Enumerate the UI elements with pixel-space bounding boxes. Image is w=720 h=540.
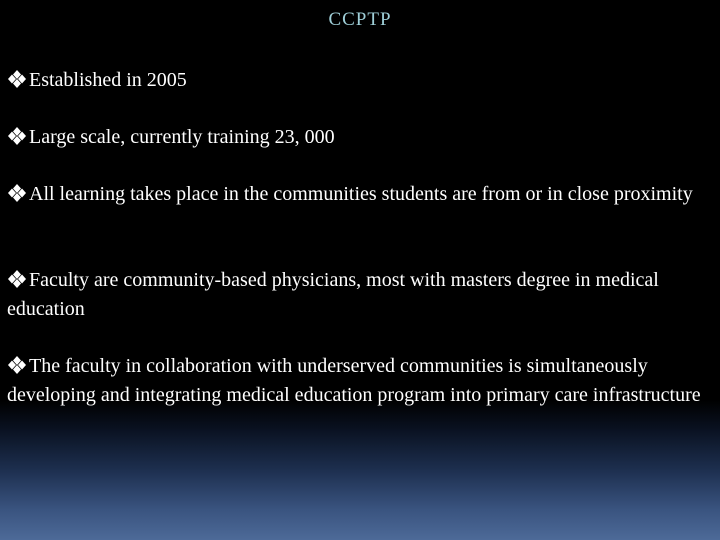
bullet-item xyxy=(7,180,693,209)
bullet-text: Faculty are community-based physicians, most with masters degree in medical education xyxy=(7,269,659,320)
bullet-item xyxy=(7,123,335,152)
bullet-text: Established in 2005 xyxy=(29,69,187,91)
bullet-text: The faculty in collaboration with underserved communities is simultaneously developing and integrating medical education program into primary care infrastructure xyxy=(7,355,701,406)
bullet-item xyxy=(7,352,707,409)
bullet-item xyxy=(7,266,707,323)
bullet-item xyxy=(7,66,187,95)
diamond-bullet-icon xyxy=(7,180,29,209)
bullet-text: All learning takes place in the communities students are from or in close proximity xyxy=(29,183,693,205)
slide-title: CCPTP xyxy=(328,9,392,30)
diamond-bullet-icon xyxy=(7,66,29,95)
diamond-bullet-icon xyxy=(7,266,29,295)
diamond-bullet-icon xyxy=(7,352,29,381)
diamond-bullet-icon xyxy=(7,123,29,152)
bullet-text: Large scale, currently training 23, 000 xyxy=(29,126,335,148)
